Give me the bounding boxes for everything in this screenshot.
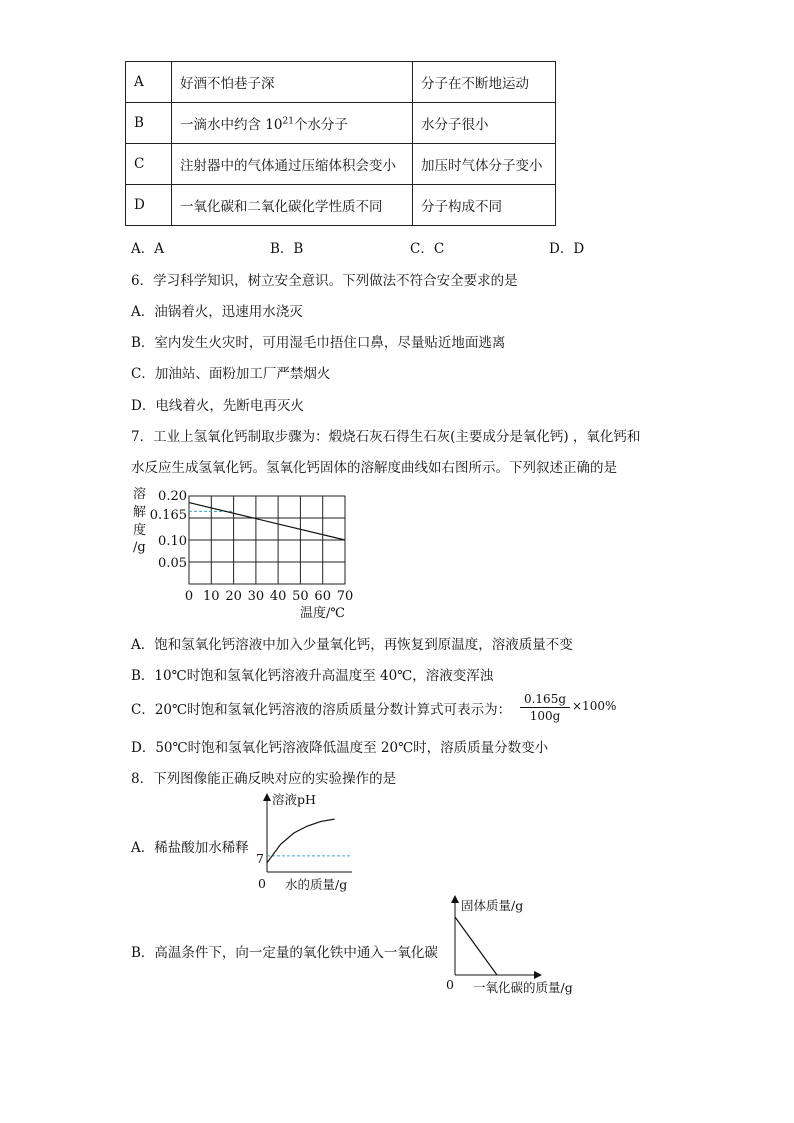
q7-option-c[interactable]: C．20℃时饱和氢氧化钙溶液的溶质质量分数计算式可表示为： <box>131 702 512 718</box>
row-phenomenon <box>172 103 413 144</box>
y-axis-label: 固体质量/g <box>461 898 524 913</box>
q5-choice-b[interactable]: B．B <box>270 241 304 257</box>
x-tick-label: 50 <box>292 589 309 604</box>
origin-label: 0 <box>446 977 454 992</box>
row-explanation: 加压时气体分子变小 <box>413 144 556 185</box>
row-phenomenon-sup: 21 <box>282 116 294 127</box>
x-tick-label: 60 <box>314 589 331 604</box>
y-mark-label: 7 <box>256 851 264 866</box>
fraction-numerator: 0.165g <box>520 692 570 708</box>
row-letter: C <box>126 144 172 185</box>
row-phenomenon: 好酒不怕巷子深 <box>172 62 413 103</box>
row-explanation: 分子构成不同 <box>413 185 556 226</box>
q5-choice-c[interactable]: C．C <box>410 241 445 257</box>
q6-stem: 6．学习科学知识，树立安全意识。下列做法不符合安全要求的是 <box>131 273 518 289</box>
q5-choice-d[interactable]: D．D <box>549 241 585 257</box>
table-row <box>126 103 556 144</box>
row-phenomenon-post: 个水分子 <box>293 117 348 133</box>
fraction <box>520 692 570 723</box>
ph-chart <box>252 790 382 895</box>
x-tick-label: 30 <box>247 589 265 604</box>
q6-option-d[interactable]: D．电线着火，先断电再灭火 <box>131 398 304 414</box>
x-axis-label: 水的质量/g <box>285 877 348 892</box>
table-row <box>126 62 556 103</box>
y-tick-label: 0.165 <box>149 508 187 523</box>
x-tick-label: 40 <box>269 589 287 604</box>
q8-stem: 8．下列图像能正确反映对应的实验操作的是 <box>131 771 397 787</box>
row-explanation: 水分子很小 <box>413 103 556 144</box>
row-explanation: 分子在不断地运动 <box>413 62 556 103</box>
x-tick-label: 20 <box>225 589 242 604</box>
q5-choice-a[interactable]: A．A <box>131 241 164 257</box>
row-phenomenon: 注射器中的气体通过压缩体积会变小 <box>172 144 413 185</box>
y-tick-label: 0.20 <box>158 489 187 504</box>
q7-stem-line1: 7．工业上氢氧化钙制取步骤为：煅烧石灰石得生石灰(主要成分是氧化钙) ，氧化钙和 <box>131 429 641 445</box>
x-tick-label: 70 <box>336 589 354 604</box>
q7-stem-line2: 水反应生成氢氧化钙。氢氧化钙固体的溶解度曲线如右图所示。下列叙述正确的是 <box>131 460 617 476</box>
fraction-tail: ×100% <box>572 699 617 713</box>
solid-mass-line <box>455 917 497 975</box>
row-phenomenon: 一氧化碳和二氧化碳化学性质不同 <box>172 185 413 226</box>
q7-option-b[interactable]: B．10℃时饱和氢氧化钙溶液升高温度至 40℃，溶液变浑浊 <box>131 668 494 684</box>
x-axis-label: 温度/℃ <box>300 606 345 621</box>
ylabel-char: 溶 <box>133 487 147 502</box>
table-row <box>126 144 556 185</box>
ylabel-char: /g <box>133 540 146 555</box>
row-letter: B <box>126 103 172 144</box>
x-tick-label: 10 <box>203 589 220 604</box>
y-tick-label: 0.10 <box>158 534 187 549</box>
options-table <box>125 61 556 226</box>
q8-option-b[interactable]: B．高温条件下，向一定量的氧化铁中通入一氧化碳 <box>131 945 438 961</box>
x-axis-label: 一氧化碳的质量/g <box>473 980 573 995</box>
ylabel-char: 度 <box>133 523 147 538</box>
y-tick-label: 0.05 <box>158 556 187 571</box>
fraction-denominator: 100g <box>529 709 561 723</box>
row-phenomenon-pre: 一滴水中约含 10 <box>180 117 283 133</box>
row-letter: A <box>126 62 172 103</box>
q8-option-a[interactable]: A．稀盐酸加水稀释 <box>131 840 249 856</box>
q7-option-a[interactable]: A．饱和氢氧化钙溶液中加入少量氧化钙，再恢复到原温度，溶液质量不变 <box>131 637 573 653</box>
q6-option-c[interactable]: C．加油站、面粉加工厂严禁烟火 <box>131 366 331 382</box>
y-axis-label: 溶液pH <box>272 792 316 807</box>
q6-option-a[interactable]: A．油锅着火，迅速用水浇灭 <box>131 304 303 320</box>
solid-mass-chart <box>440 892 600 1000</box>
q6-option-b[interactable]: B．室内发生火灾时，可用湿毛巾捂住口鼻，尽量贴近地面逃离 <box>131 335 506 351</box>
origin-label: 0 <box>258 876 266 891</box>
solubility-curve <box>189 503 345 540</box>
solubility-chart <box>128 484 368 622</box>
table-row <box>126 185 556 226</box>
x-tick-label: 0 <box>184 589 194 604</box>
chart-grid <box>189 496 345 584</box>
row-letter: D <box>126 185 172 226</box>
ylabel-char: 解 <box>133 505 147 520</box>
q7-option-d[interactable]: D．50℃时饱和氢氧化钙溶液降低温度至 20℃时，溶质质量分数变小 <box>131 740 549 756</box>
